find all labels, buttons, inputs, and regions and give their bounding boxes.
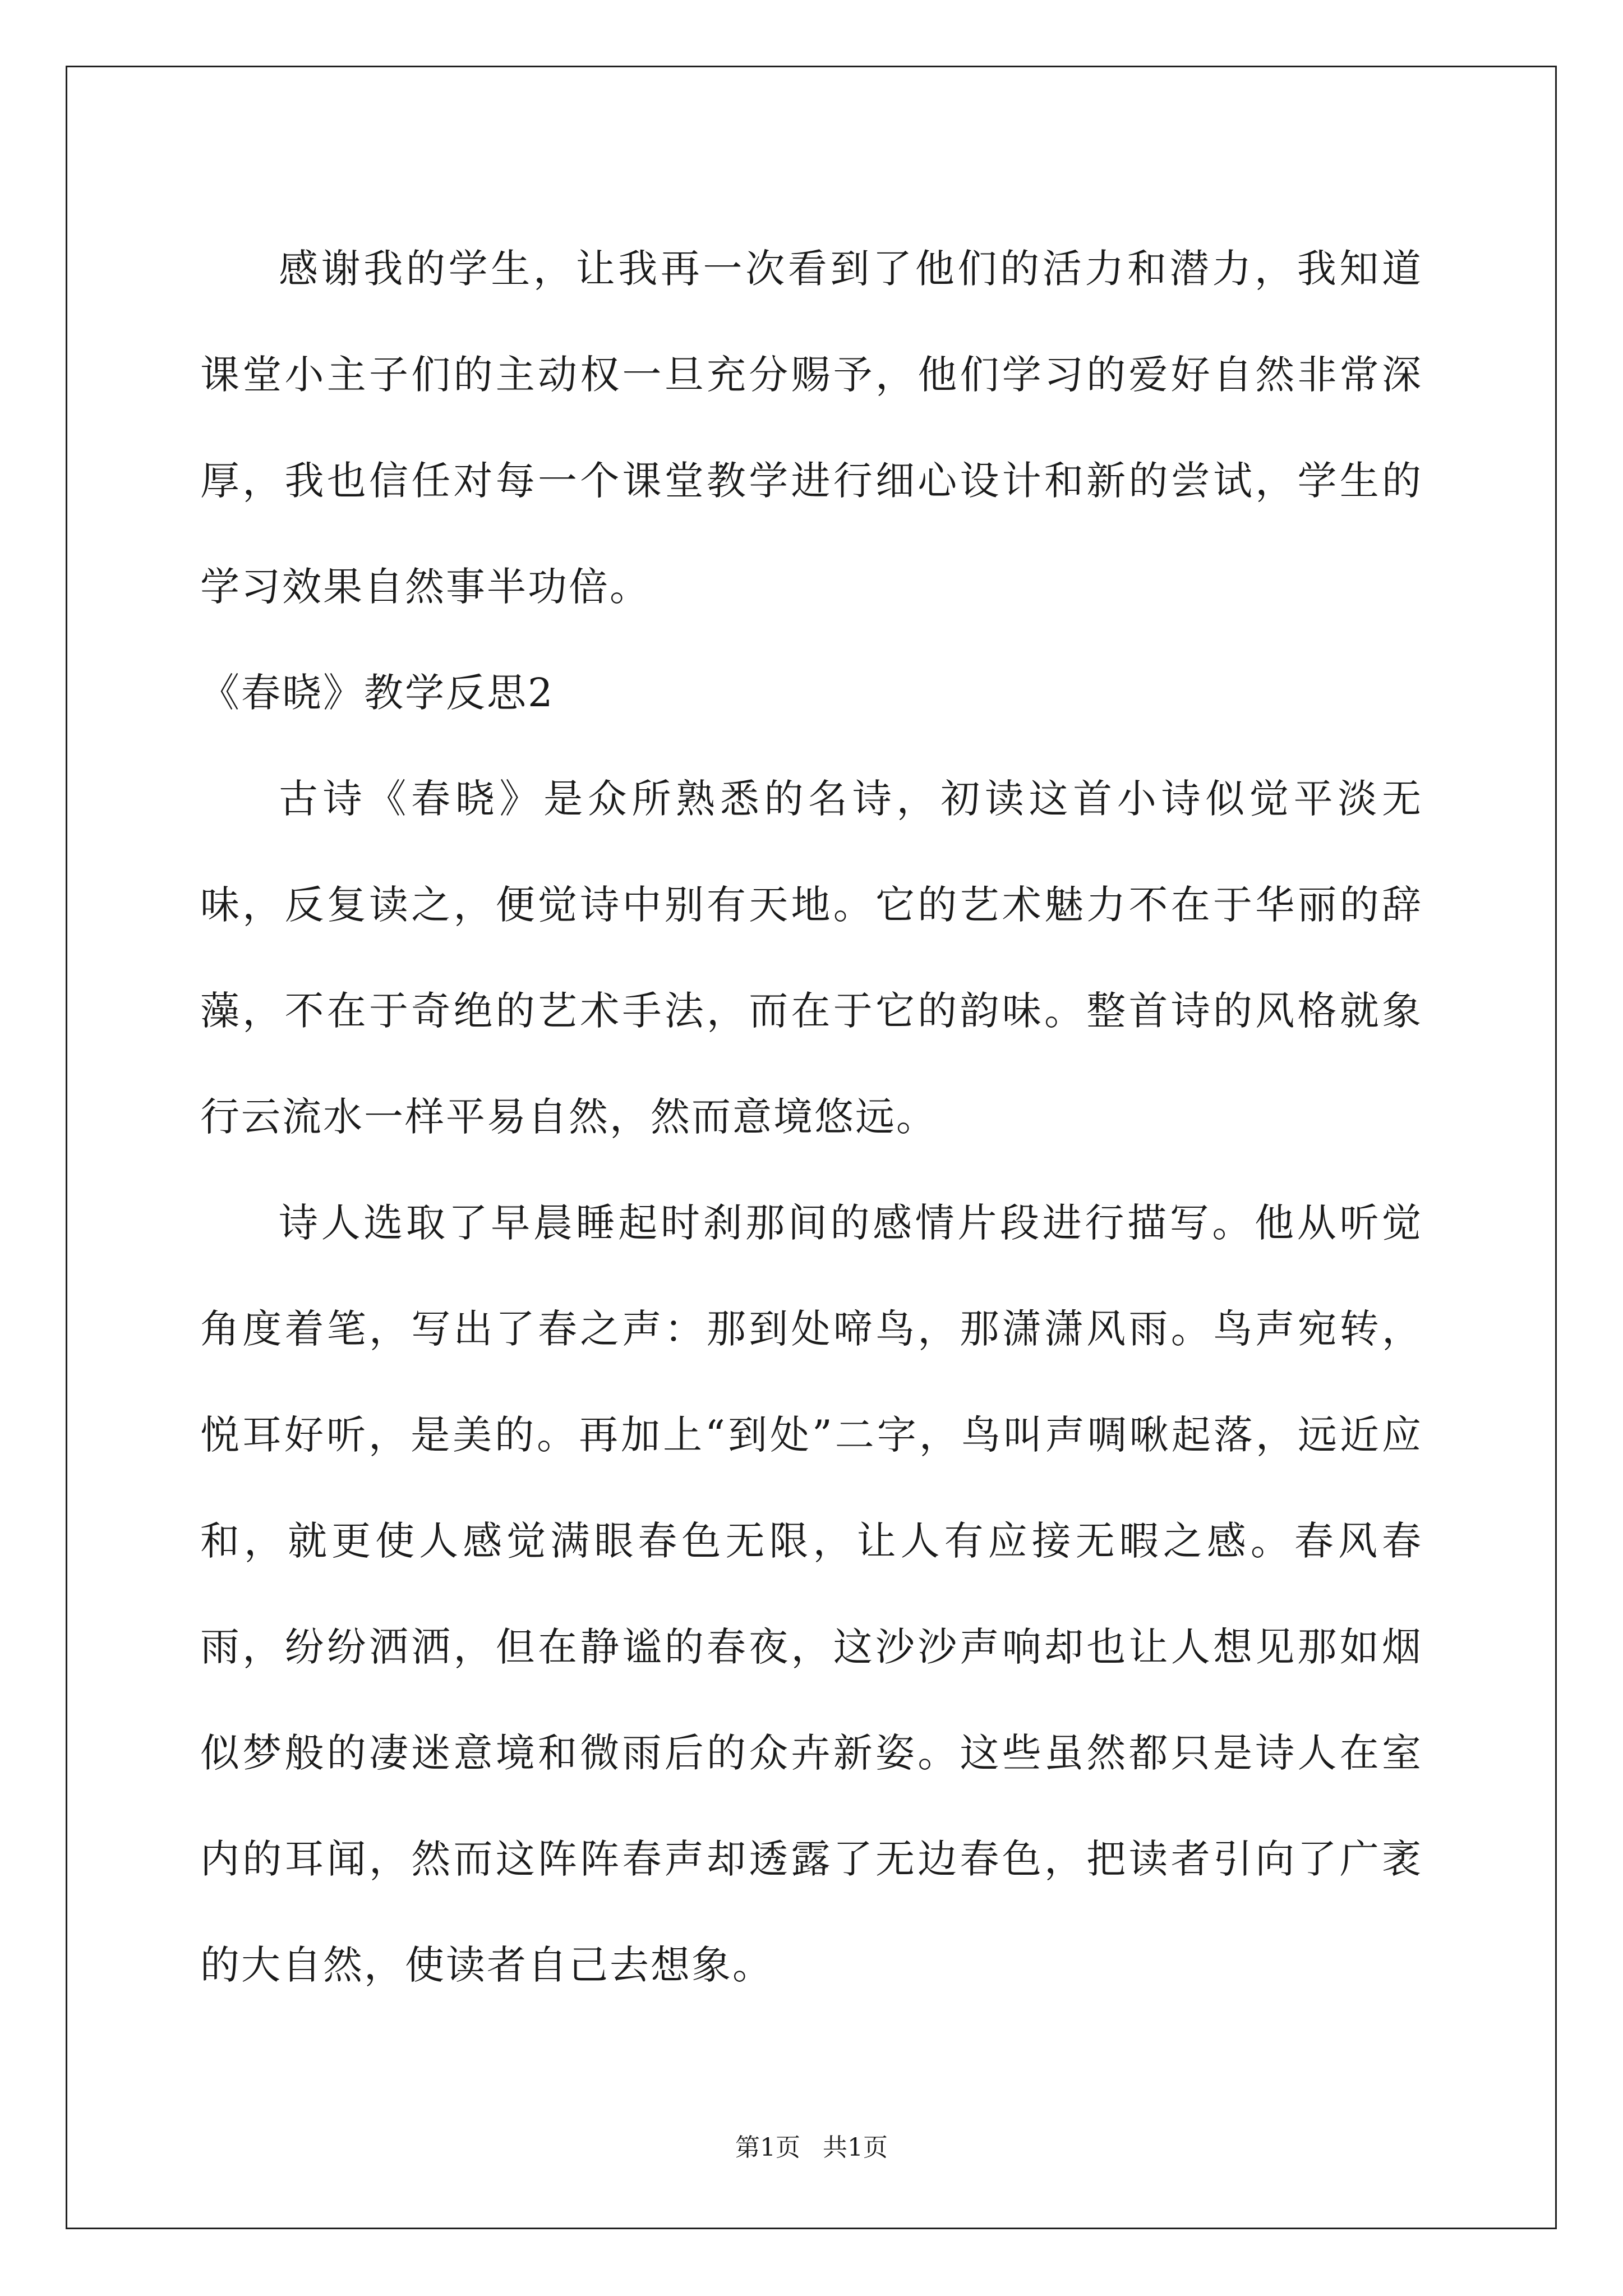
document-body	[200, 216, 1423, 2018]
page-number: 第1页	[735, 2133, 800, 2162]
paragraph-intro: 感谢我的学生，让我再一次看到了他们的活力和潜力，我知道课堂小主子们的主动权一旦充分赐予，他们学习的爱好自然非常深厚，我也信任对每一个课堂教学进行细心设计和新的尝试，学生的学习效果自然事半功倍。	[200, 246, 1423, 610]
page-footer	[0, 2127, 1623, 2163]
page-total: 共1页	[823, 2133, 888, 2162]
paragraph-1: 古诗《春晓》是众所熟悉的名诗，初读这首小诗似觉平淡无味，反复读之，便觉诗中别有天地。它的艺术魅力不在于华丽的辞藻，不在于奇绝的艺术手法，而在于它的韵味。整首诗的风格就象行云流水一样平易自然，然而意境悠远。	[200, 776, 1423, 1140]
section-title: 《春晓》教学反思2	[200, 670, 555, 716]
paragraph-2: 诗人选取了早晨睡起时刹那间的感情片段进行描写。他从听觉角度着笔，写出了春之声：那到处啼鸟，那潇潇风雨。鸟声宛转，悦耳好听，是美的。再加上“到处”二字，鸟叫声啁啾起落，远近应和，就更使人感觉满眼春色无限，让人有应接无暇之感。春风春雨，纷纷洒洒，但在静谧的春夜，这沙沙声响却也让人想见那如烟似梦般的凄迷意境和微雨后的众卉新姿。这些虽然都只是诗人在室内的耳闻，然而这阵阵春声却透露了无边春色，把读者引向了广袤的大自然，使读者自己去想象。	[200, 1200, 1423, 1988]
